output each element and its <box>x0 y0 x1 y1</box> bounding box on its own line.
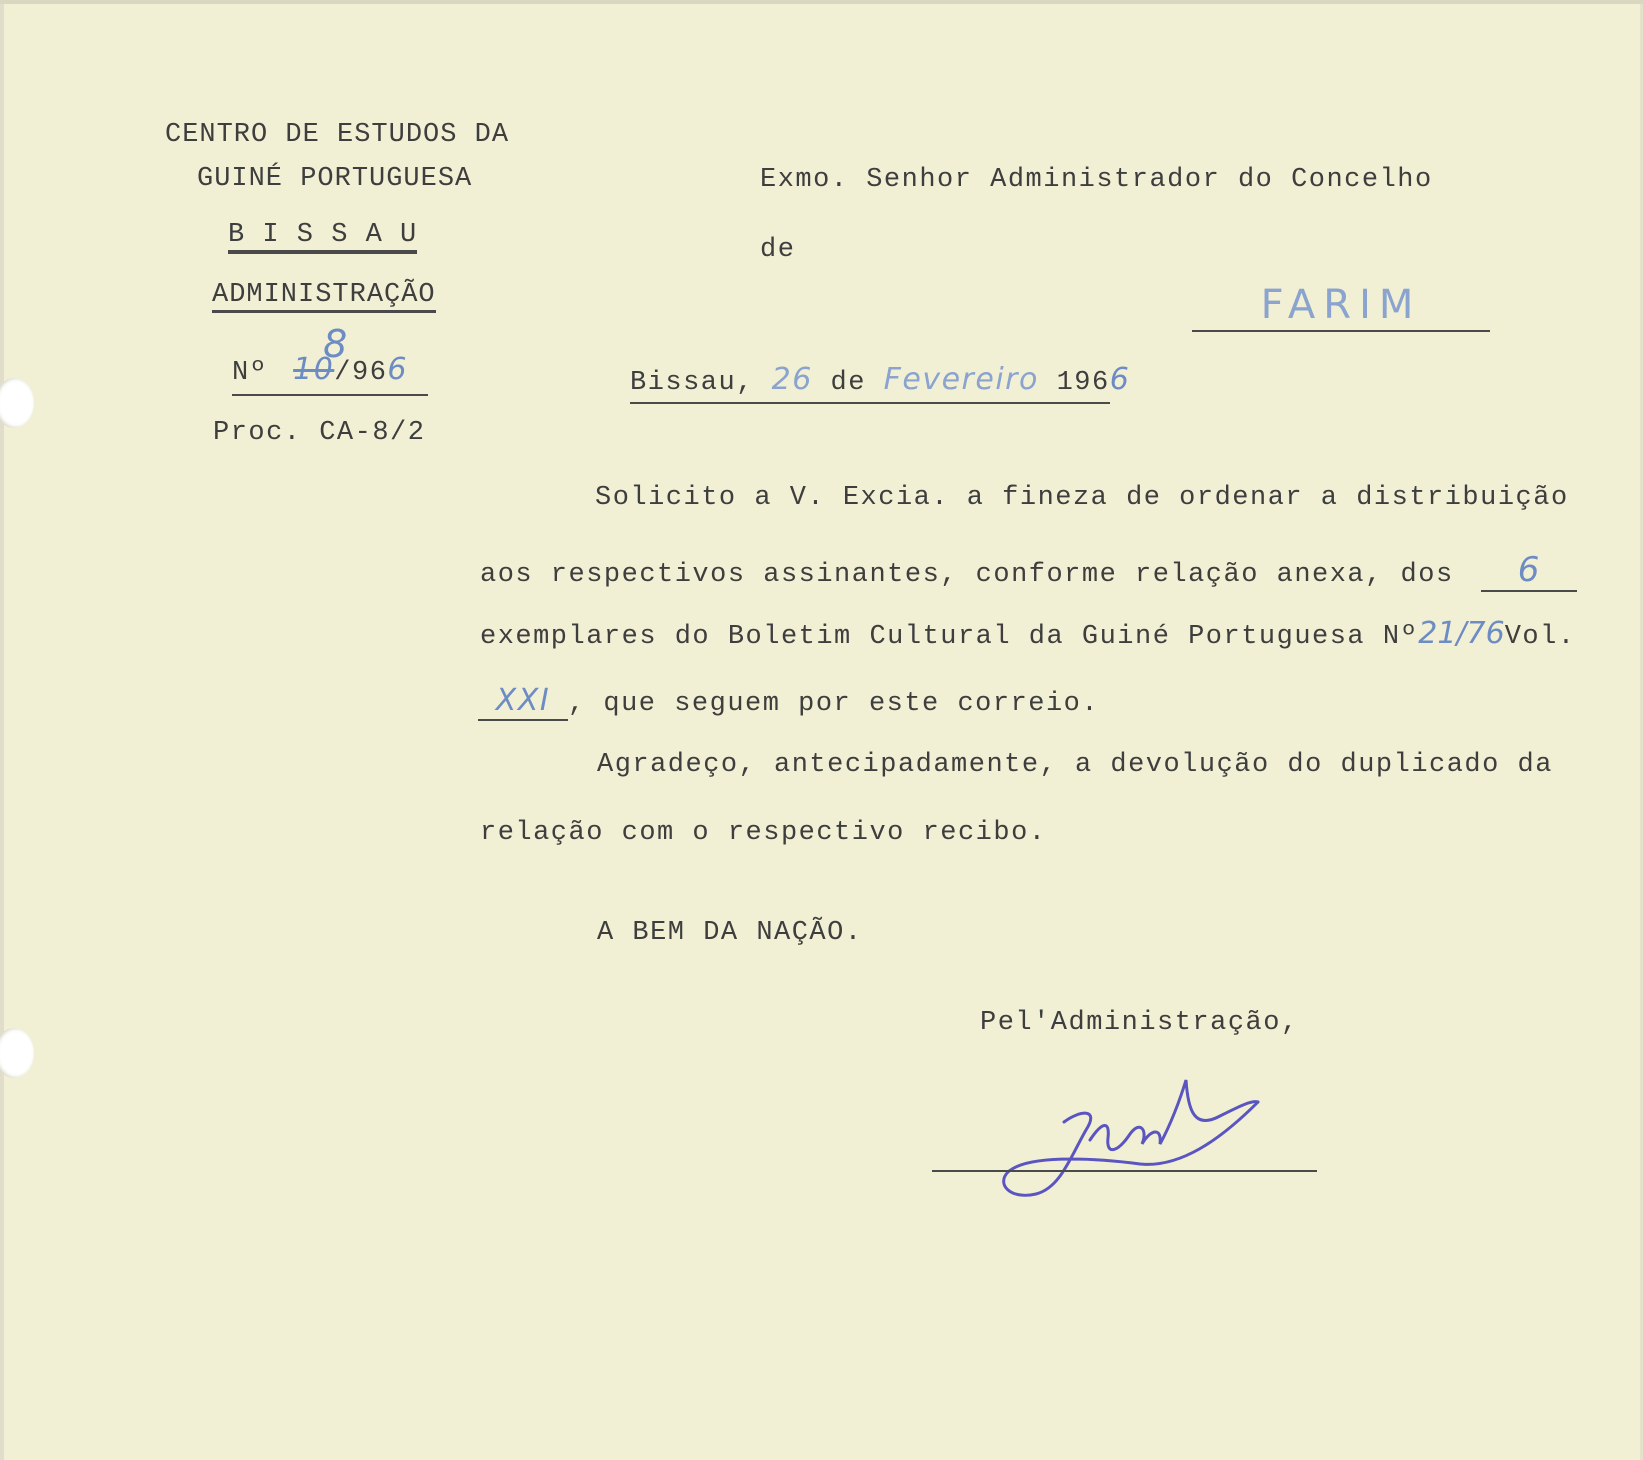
date-de: de <box>830 368 866 398</box>
body-p1-line4-row <box>478 683 1099 721</box>
sender-city: B I S S A U <box>228 220 417 254</box>
signature-label: Pel'Administração, <box>980 1008 1299 1038</box>
reference-number <box>232 322 428 396</box>
date-year-hand: 6 <box>1109 362 1131 397</box>
number-handwritten: 8 <box>323 322 349 366</box>
punch-hole-top <box>0 378 34 428</box>
volume-field <box>478 683 568 721</box>
number-struck-wrap <box>293 322 349 388</box>
number-year-typed: /96 <box>334 358 388 388</box>
body-p1-line2-row <box>480 550 1577 592</box>
date-line <box>630 362 1131 404</box>
process-reference: Proc. CA-8/2 <box>213 418 426 448</box>
copies-field <box>1481 550 1577 592</box>
recipient-line1: Exmo. Senhor Administrador do Concelho <box>760 165 1433 195</box>
sender-line2: GUINÉ PORTUGUESA <box>197 164 473 194</box>
body-p2-line2: relação com o respectivo recibo. <box>480 818 1047 848</box>
handwritten-signature <box>990 1060 1280 1210</box>
date-day-handwritten: 26 <box>771 362 813 397</box>
closing-salutation: A BEM DA NAÇÃO. <box>597 918 863 948</box>
body-p1-line1: Solicito a V. Excia. a fineza de ordenar a distribuição <box>595 483 1569 513</box>
sender-line1: CENTRO DE ESTUDOS DA <box>165 120 510 150</box>
signature-line <box>932 1170 1317 1172</box>
body-p1-line3-row <box>480 616 1576 652</box>
date-month-handwritten: Fevereiro <box>883 362 1039 397</box>
recipient-line2: de <box>760 235 796 265</box>
sender-dept: ADMINISTRAÇÃO <box>212 280 436 313</box>
volume-handwritten: XXI <box>495 683 551 718</box>
punch-hole-bottom <box>0 1028 34 1078</box>
number-struck: 10 <box>293 352 335 387</box>
body-p2-line1: Agradeço, antecipadamente, a devolução do duplicado da <box>597 750 1553 780</box>
date-prefix: Bissau, <box>630 368 754 398</box>
body-p1-line4: , que seguem por este correio. <box>568 689 1100 719</box>
body-p1-line3: exemplares do Boletim Cultural da Guiné Portuguesa Nº <box>480 622 1419 652</box>
body-p1-vol: Vol. <box>1504 622 1576 652</box>
number-label: Nº <box>232 358 268 388</box>
number-year-hand: 6 <box>387 352 408 387</box>
body-p1-line2: aos respectivos assinantes, conforme relação anexa, dos <box>480 560 1454 590</box>
recipient-place-handwritten: FARIM <box>1260 282 1422 328</box>
copies-handwritten: 6 <box>1517 550 1541 590</box>
date-year-typed: 196 <box>1056 368 1110 398</box>
recipient-place-field <box>1192 282 1490 332</box>
issue-handwritten: 21/76 <box>1418 616 1505 651</box>
